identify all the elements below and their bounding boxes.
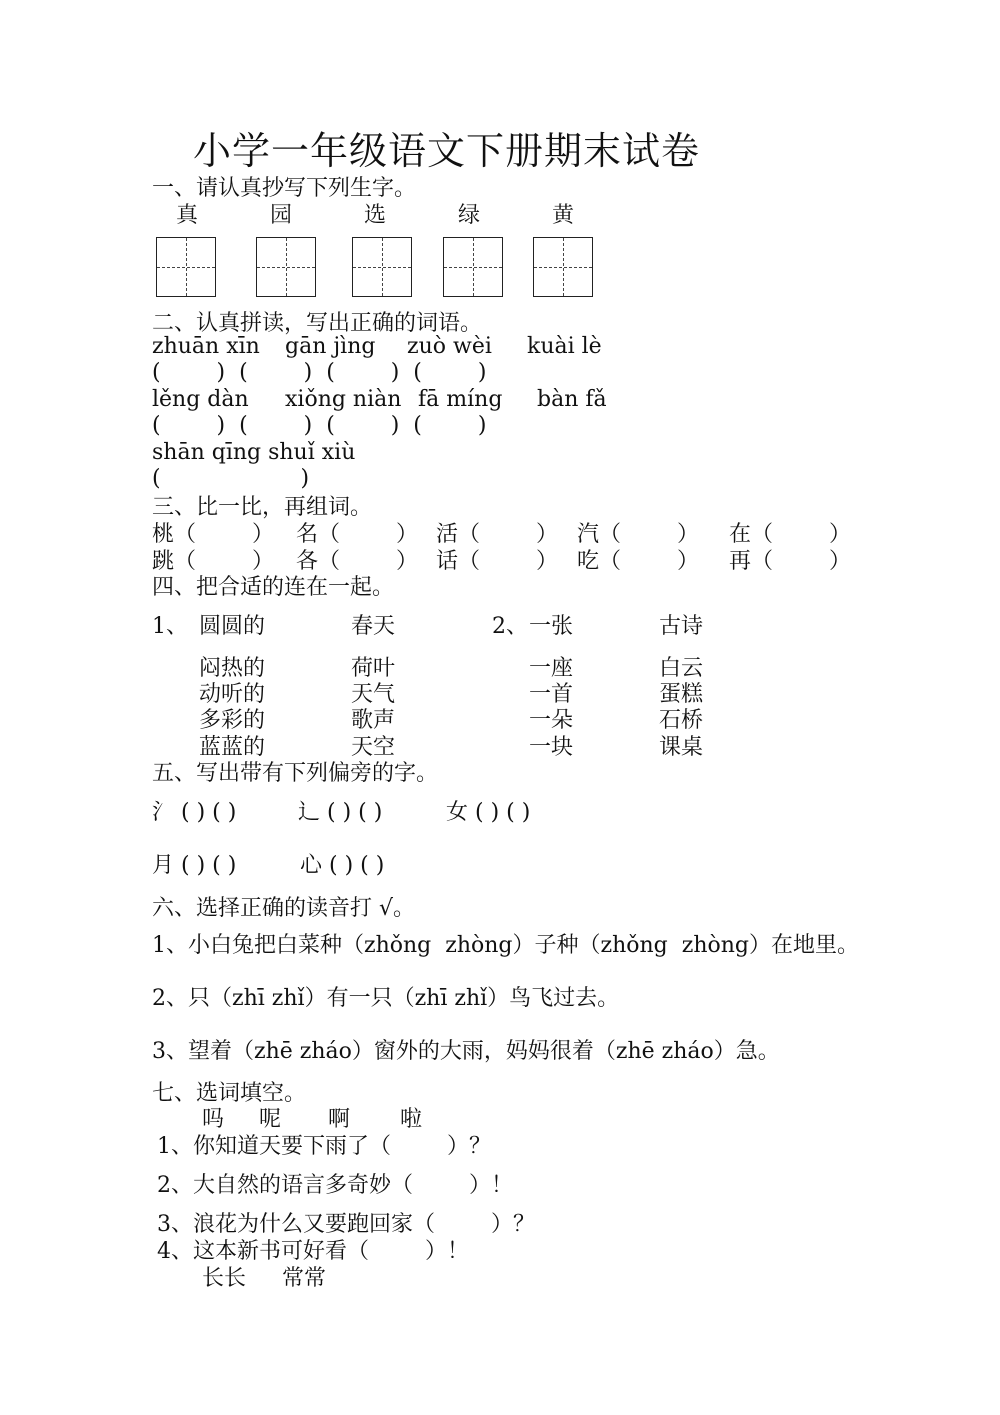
pronunciation-question-3[interactable]: 3、望着（zhē zháo）窗外的大雨，妈妈很着（zhē zháo）急。 (152, 1039, 780, 1064)
pinyin-3: zuò wèi (407, 334, 492, 359)
char-4: 绿 (458, 203, 481, 228)
char-3: 选 (364, 203, 387, 228)
writing-grid-1[interactable] (156, 237, 216, 297)
match-left-item[interactable]: 圆圆的 (199, 614, 266, 639)
compare-item[interactable]: 名（ ） (296, 522, 418, 547)
section-3-heading: 三、比一比，再组词。 (152, 495, 373, 520)
section-7-heading: 七、选词填空。 (152, 1081, 307, 1106)
match-left-item[interactable]: 一首 (529, 682, 574, 707)
pinyin-5: lěng dàn (152, 387, 249, 412)
radical-item[interactable]: 心 ( ) ( ) (300, 853, 385, 878)
section-2-heading: 二、认真拼读，写出正确的词语。 (152, 311, 483, 336)
match-right-item[interactable]: 春天 (351, 614, 396, 639)
compare-item[interactable]: 在（ ） (729, 522, 851, 547)
pronunciation-question-1[interactable]: 1、小白兔把白菜种（zhǒng zhòng）子种（zhǒng zhòng）在地里。 (152, 933, 859, 958)
pinyin-1: zhuān xīn (152, 334, 260, 359)
match-left-item[interactable]: 动听的 (199, 682, 266, 707)
match-left-item[interactable]: 一座 (529, 656, 574, 681)
writing-grid-4[interactable] (443, 237, 503, 297)
radical-item[interactable]: 月 ( ) ( ) (152, 853, 237, 878)
radical-item[interactable]: 氵 ( ) ( ) (152, 800, 237, 825)
answer-blank-row-3[interactable]: ( ) (152, 466, 310, 491)
word-choice: 啊 (328, 1107, 351, 1132)
group-1-number: 1、 (152, 614, 188, 639)
match-left-item[interactable]: 蓝蓝的 (199, 735, 266, 760)
match-left-item[interactable]: 一张 (529, 614, 574, 639)
group-2-number: 2、 (492, 614, 528, 639)
char-1: 真 (176, 203, 199, 228)
match-left-item[interactable]: 一朵 (529, 708, 574, 733)
match-right-item[interactable]: 荷叶 (351, 656, 396, 681)
match-right-item[interactable]: 课桌 (659, 735, 704, 760)
match-right-item[interactable]: 歌声 (351, 708, 396, 733)
fill-blank-question-3[interactable]: 3、浪花为什么又要跑回家（ ）？ (157, 1212, 535, 1237)
char-5: 黄 (552, 203, 575, 228)
compare-item[interactable]: 汽（ ） (577, 522, 699, 547)
answer-blank-row-2[interactable]: ( ) ( ) ( ) ( ) (152, 413, 487, 438)
match-left-item[interactable]: 多彩的 (199, 708, 266, 733)
writing-grid-3[interactable] (352, 237, 412, 297)
writing-grid-2[interactable] (256, 237, 316, 297)
match-left-item[interactable]: 一块 (529, 735, 574, 760)
section-5-heading: 五、写出带有下列偏旁的字。 (152, 761, 439, 786)
match-right-item[interactable]: 天空 (351, 735, 396, 760)
fill-blank-question-4[interactable]: 4、这本新书可好看（ ）！ (157, 1239, 469, 1264)
pinyin-7: fā míng (418, 387, 503, 412)
fill-blank-question-2[interactable]: 2、大自然的语言多奇妙（ ）！ (157, 1173, 513, 1198)
page-title: 小学一年级语文下册期末试卷 (193, 129, 701, 173)
word-choice: 常常 (282, 1266, 327, 1291)
compare-item[interactable]: 各（ ） (296, 549, 418, 574)
pronunciation-question-2[interactable]: 2、只（zhī zhǐ）有一只（zhī zhǐ）鸟飞过去。 (152, 986, 620, 1011)
writing-grid-5[interactable] (533, 237, 593, 297)
compare-item[interactable]: 再（ ） (729, 549, 851, 574)
match-right-item[interactable]: 蛋糕 (659, 682, 704, 707)
match-right-item[interactable]: 白云 (659, 656, 704, 681)
word-choice: 啦 (400, 1107, 423, 1132)
pinyin-2: gān jìng (285, 334, 376, 359)
compare-item[interactable]: 桃（ ） (152, 522, 274, 547)
pinyin-6: xiǒng niàn (285, 387, 402, 412)
match-right-item[interactable]: 古诗 (659, 614, 704, 639)
char-2: 园 (270, 203, 293, 228)
compare-item[interactable]: 跳（ ） (152, 549, 274, 574)
match-right-item[interactable]: 石桥 (659, 708, 704, 733)
section-6-heading: 六、选择正确的读音打 √。 (152, 896, 416, 921)
match-left-item[interactable]: 闷热的 (199, 656, 266, 681)
answer-blank-row-1[interactable]: ( ) ( ) ( ) ( ) (152, 360, 487, 385)
radical-item[interactable]: 女 ( ) ( ) (446, 800, 531, 825)
pinyin-4: kuài lè (527, 334, 602, 359)
radical-item[interactable]: 辶 ( ) ( ) (298, 800, 383, 825)
pinyin-9: shān qīng shuǐ xiù (152, 440, 356, 465)
word-choice: 呢 (259, 1107, 282, 1132)
match-right-item[interactable]: 天气 (351, 682, 396, 707)
pinyin-8: bàn fǎ (537, 387, 607, 412)
fill-blank-question-1[interactable]: 1、你知道天要下雨了（ ）？ (157, 1134, 491, 1159)
compare-item[interactable]: 活（ ） (436, 522, 558, 547)
word-choice: 长长 (202, 1266, 247, 1291)
section-4-heading: 四、把合适的连在一起。 (152, 575, 395, 600)
word-choice: 吗 (202, 1107, 225, 1132)
compare-item[interactable]: 话（ ） (436, 549, 558, 574)
section-1-heading: 一、请认真抄写下列生字。 (152, 176, 417, 201)
compare-item[interactable]: 吃（ ） (577, 549, 699, 574)
